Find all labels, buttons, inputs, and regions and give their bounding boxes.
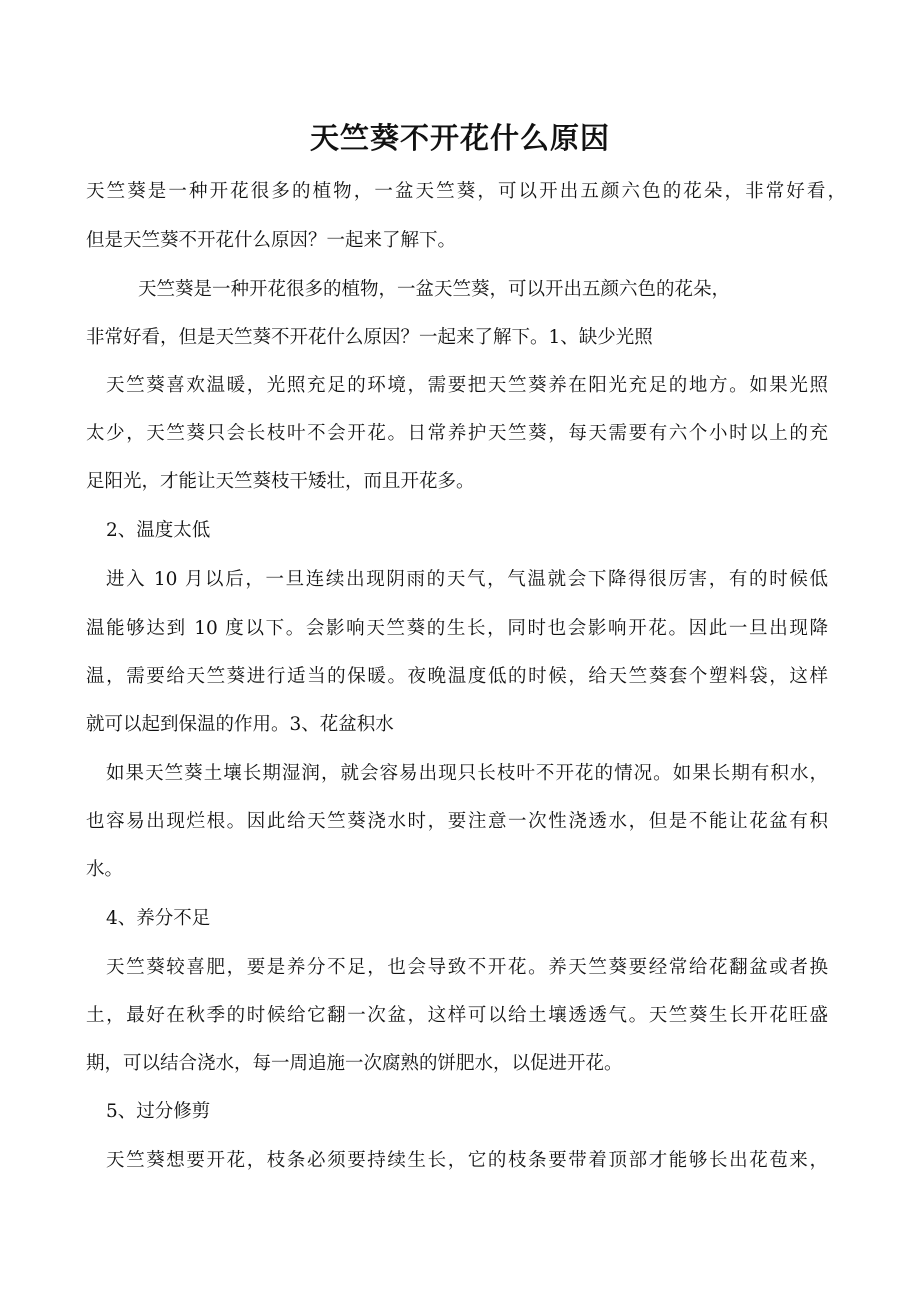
text-line: 就可以起到保温的作用。3、花盆积水 [86, 714, 394, 735]
section-heading: 5、过分修剪 [106, 1101, 211, 1122]
text-line: 足阳光，才能让天竺葵枝干矮壮，而且开花多。 [86, 471, 475, 492]
text-line: 温，需要给天竺葵进行适当的保暖。夜晚温度低的时候，给天竺葵套个塑料袋，这样 [86, 666, 828, 687]
text-line: 土，最好在秋季的时候给它翻一次盆，这样可以给土壤透透气。天竺葵生长开花旺盛 [86, 1005, 828, 1026]
text-line: 天竺葵较喜肥，要是养分不足，也会导致不开花。养天竺葵要经常给花翻盆或者换 [106, 957, 828, 978]
section-heading: 2、温度太低 [106, 520, 211, 541]
text-line: 天竺葵想要开花，枝条必须要持续生长，它的枝条要带着顶部才能够长出花苞来， [106, 1150, 828, 1171]
text-line: 水。 [86, 859, 124, 880]
text-line: 太少，天竺葵只会长枝叶不会开花。日常养护天竺葵，每天需要有六个小时以上的充 [86, 423, 828, 444]
text-line: 进入 10 月以后，一旦连续出现阴雨的天气，气温就会下降得很厉害，有的时候低 [106, 569, 828, 590]
text-line: 天竺葵是一种开花很多的植物，一盆天竺葵，可以开出五颜六色的花朵， [138, 279, 731, 300]
text-line: 非常好看，但是天竺葵不开花什么原因？一起来了解下。1、缺少光照 [86, 327, 653, 348]
text-line: 期，可以结合浇水，每一周追施一次腐熟的饼肥水，以促进开花。 [86, 1053, 623, 1074]
document-title: 天竺葵不开花什么原因 [309, 121, 610, 155]
text-line: 但是天竺葵不开花什么原因？一起来了解下。 [86, 230, 457, 251]
text-line: 也容易出现烂根。因此给天竺葵浇水时，要注意一次性浇透水，但是不能让花盆有积 [86, 811, 828, 832]
text-line: 如果天竺葵土壤长期湿润，就会容易出现只长枝叶不开花的情况。如果长期有积水， [106, 763, 828, 784]
text-line: 温能够达到 10 度以下。会影响天竺葵的生长，同时也会影响开花。因此一旦出现降 [86, 618, 828, 639]
text-line: 天竺葵喜欢温暖，光照充足的环境，需要把天竺葵养在阳光充足的地方。如果光照 [106, 375, 828, 396]
text-line: 天竺葵是一种开花很多的植物，一盆天竺葵，可以开出五颜六色的花朵，非常好看， [86, 181, 846, 202]
section-heading: 4、养分不足 [106, 908, 211, 929]
